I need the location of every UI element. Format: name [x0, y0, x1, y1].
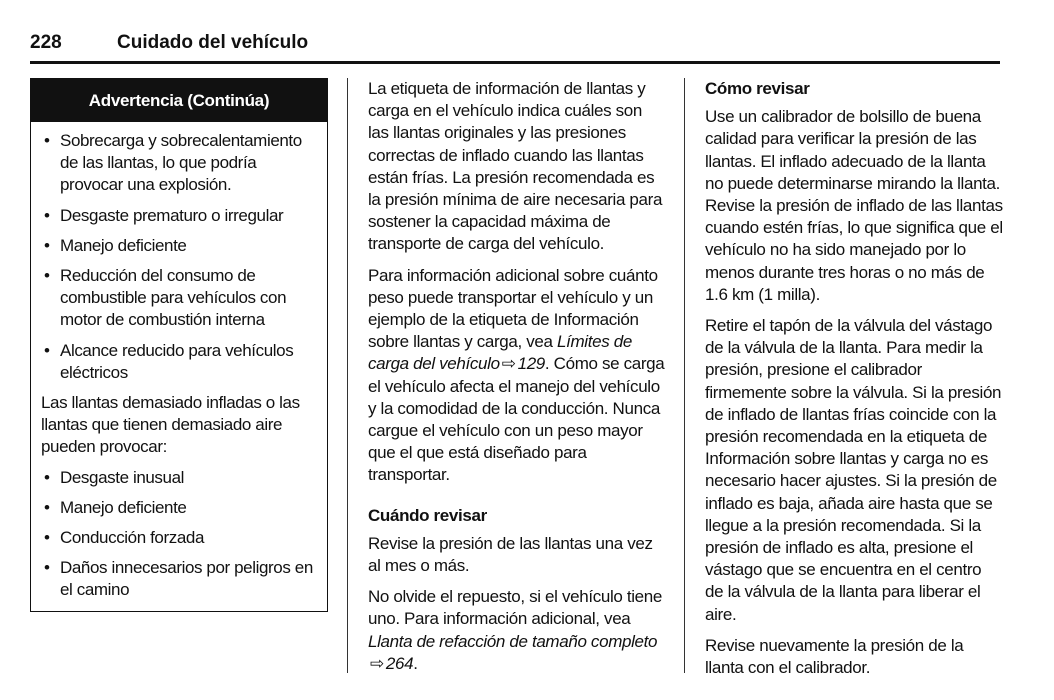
text-span: . Cómo se carga el vehículo afecta el manejo del vehículo y la comodidad de la conducción. Nunca cargue el vehículo con un peso mayor que el que está diseñado para transportar. [368, 354, 665, 485]
list-item: • Manejo deficiente [41, 235, 319, 257]
tire-label-paragraph: La etiqueta de información de llantas y carga en el vehículo indica cuáles son las llantas originales y las presiones correctas de inflado cuando las llantas están frías. La presión recomendada es la presión mínima de aire necesaria para sostener la capacidad máxima de transporte de carga del vehículo. [368, 79, 663, 254]
column-divider [684, 78, 685, 673]
middle-column [368, 78, 666, 684]
when-paragraph: Revise la presión de las llantas una vez al mes o más. [368, 533, 653, 576]
list-item: • Daños innecesarios por peligros en el camino [41, 557, 319, 601]
warning-body [31, 122, 327, 602]
additional-info-paragraph [368, 265, 666, 487]
chapter-title: Cuidado del vehículo [117, 32, 309, 53]
warning-list-1 [41, 130, 319, 384]
column-divider [347, 78, 348, 673]
list-item: • Reducción del consumo de combustible para vehículos con motor de combustión interna [41, 265, 319, 332]
warning-box [30, 78, 328, 612]
text-span: No olvide el repuesto, si el vehículo tiene uno. Para información adicional, vea [368, 587, 662, 629]
list-item: • Alcance reducido para vehículos eléctricos [41, 340, 319, 384]
warning-list-2 [41, 467, 319, 602]
cross-reference-link[interactable] [368, 632, 657, 673]
page-number: 228 [30, 32, 62, 53]
list-item: • Sobrecarga y sobrecalentamiento de las llantas, lo que podría provocar una explosión. [41, 130, 319, 197]
header-rule [30, 61, 1000, 64]
how-paragraph-2: Retire el tapón de la válvula del vástago de la válvula de la llanta. Para medir la presión, presione el calibrador firmemente sobre la válvula. Si la presión de inflado de llantas frías coincide con la presión recomendada en la etiqueta de Información sobre llantas y carga no es necesario hacer ajustes. Si la presión de inflado es baja, añada aire hasta que se llegue a la presión recomendada. Si la presión de inflado es alta, presione el vástago que se encuentra en el centro de la válvula de la llanta para liberar el aire. [705, 316, 1002, 624]
page-ref-number: 129 [517, 354, 545, 374]
list-item: • Conducción forzada [41, 527, 319, 549]
section-heading-when: Cuándo revisar [368, 505, 487, 525]
list-item: • Manejo deficiente [41, 497, 319, 519]
page-ref-arrow-icon: ⇨ [370, 653, 384, 673]
page-ref-arrow-icon: ⇨ [501, 354, 516, 374]
right-column [705, 78, 1003, 688]
page-header [30, 32, 1000, 60]
spare-paragraph [368, 586, 666, 675]
link-text: Límites de carga del vehículo [368, 332, 632, 374]
section-heading-how: Cómo revisar [705, 79, 810, 98]
page-ref-number: 264 [385, 653, 414, 673]
warning-title: Advertencia (Continúa) [31, 79, 327, 122]
how-paragraph-1: Use un calibrador de bolsillo de buena calidad para verificar la presión de las llantas. El inflado adecuado de la llanta no puede determinarse mirando la llanta. Revise la presión de inflado de las llantas cuando estén frías, lo que significa que el vehículo no ha sido manejado por lo menos durante tres horas o no más de 1.6 km (1 milla). [705, 107, 1003, 304]
warning-paragraph: Las llantas demasiado infladas o las llantas que tienen demasiado aire pueden provocar: [41, 393, 300, 457]
list-item: • Desgaste inusual [41, 467, 319, 489]
how-paragraph-3: Revise nuevamente la presión de la llanta con el calibrador. [705, 635, 964, 678]
text-span: Para información adicional sobre cuánto peso puede transportar el vehículo y un ejemplo de la etiqueta de Información sobre llantas y carga, vea [368, 265, 658, 352]
list-item: • Desgaste prematuro o irregular [41, 205, 319, 227]
text-span: . [413, 653, 418, 673]
link-text: Llanta de refacción de tamaño completo [368, 631, 658, 651]
